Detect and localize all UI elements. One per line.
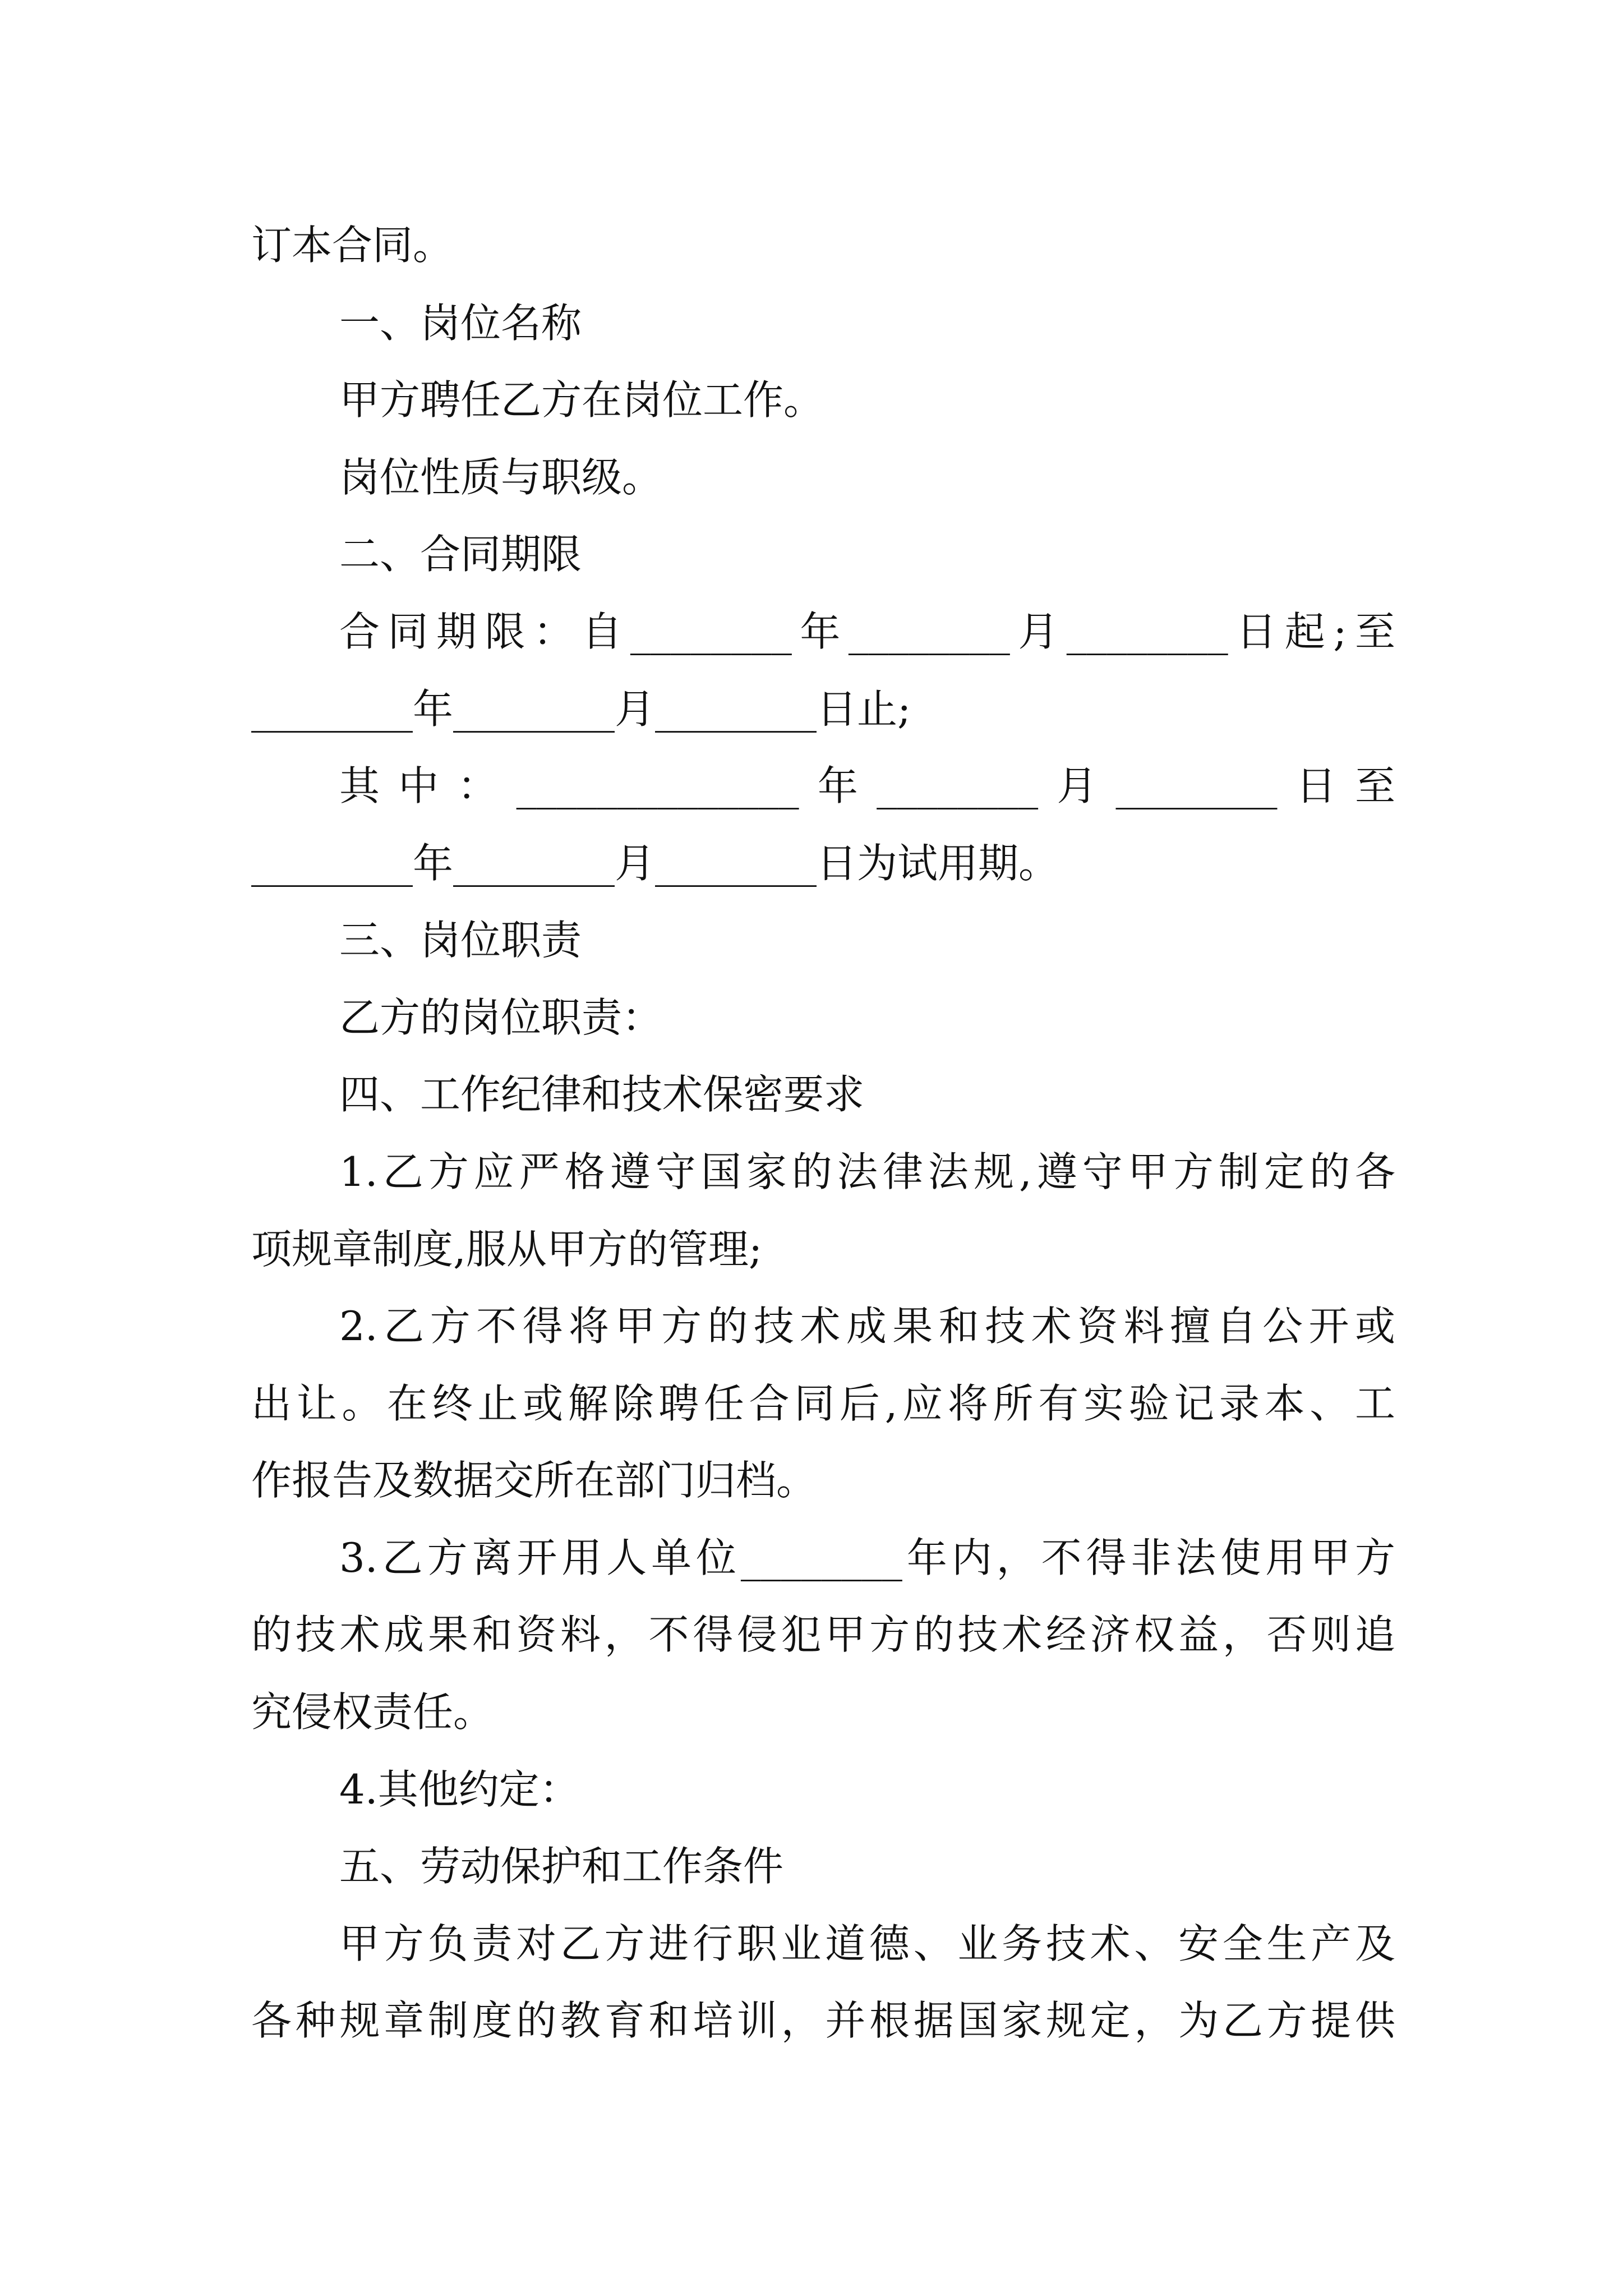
job-duties-line: 乙方的岗位职责： bbox=[339, 994, 663, 1041]
section-heading-job-duties: 三、岗位职责 bbox=[339, 917, 582, 964]
discipline-item-4-line: 4.其他约定： bbox=[339, 1766, 580, 1813]
labor-protection-line-1: 甲方负责对乙方进行职业道德、业务技术、安全生产及 bbox=[339, 1920, 1395, 1967]
continued-contract-line: 订本合同。 bbox=[251, 222, 454, 269]
section-heading-position-title: 一、岗位名称 bbox=[339, 300, 582, 347]
section-heading-contract-term: 二、合同期限 bbox=[339, 531, 582, 578]
discipline-item-3-line-2: 的技术成果和资料，不得侵犯甲方的技术经济权益，否则追 bbox=[251, 1611, 1395, 1658]
discipline-item-1-line-1: 1.乙方应严格遵守国家的法律法规,遵守甲方制定的各 bbox=[339, 1148, 1395, 1195]
position-assignment-line: 甲方聘任乙方在岗位工作。 bbox=[339, 376, 824, 424]
position-nature-line: 岗位性质与职级。 bbox=[339, 454, 663, 501]
section-heading-labor-protection: 五、劳动保护和工作条件 bbox=[339, 1843, 784, 1890]
contract-term-start-line: 合同期限：自________年________月________日起;至 bbox=[339, 608, 1395, 655]
labor-protection-line-2: 各种规章制度的教育和培训，并根据国家规定，为乙方提供 bbox=[251, 1997, 1395, 2044]
contract-term-end-line: ________年________月________日止; bbox=[251, 685, 911, 733]
probation-end-line: ________年________月________日为试用期。 bbox=[251, 840, 1059, 887]
discipline-item-2-line-2: 出让。在终止或解除聘任合同后,应将所有实验记录本、工 bbox=[251, 1380, 1395, 1427]
discipline-item-2-line-3: 作报告及数据交所在部门归档。 bbox=[251, 1457, 817, 1504]
discipline-item-3-line-1: 3.乙方离开用人单位________年内，不得非法使用甲方 bbox=[339, 1534, 1395, 1581]
section-heading-work-discipline: 四、工作纪律和技术保密要求 bbox=[339, 1071, 865, 1118]
discipline-item-1-line-2: 项规章制度,服从甲方的管理; bbox=[251, 1226, 763, 1273]
discipline-item-3-line-3: 究侵权责任。 bbox=[251, 1688, 494, 1736]
probation-start-line: 其中：______________年________月________日至 bbox=[339, 762, 1395, 809]
discipline-item-2-line-1: 2.乙方不得将甲方的技术成果和技术资料擅自公开或 bbox=[339, 1303, 1395, 1350]
